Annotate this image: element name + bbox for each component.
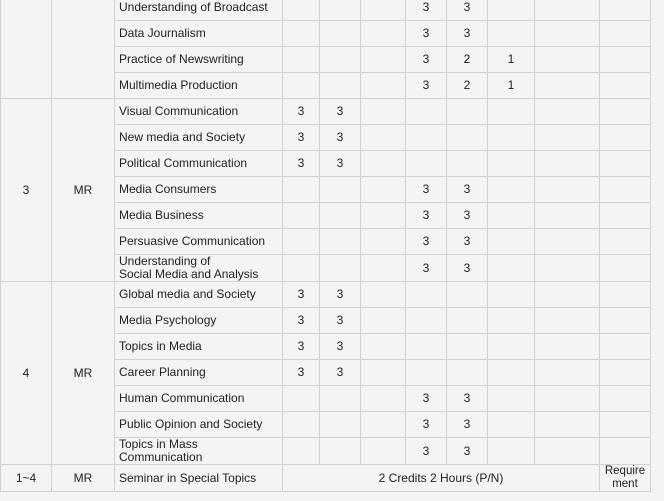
track-cell [52,0,115,99]
credit-cell-c4: 3 [406,255,447,282]
credit-cell-c2: 3 [320,125,361,151]
credit-cell-c8 [600,21,651,47]
course-name-cell: Global media and Society [115,282,283,308]
credit-cell-c8 [600,282,651,308]
credit-cell-c5: 2 [447,47,488,73]
credit-cell-c7 [535,73,600,99]
credit-cell-c4: 3 [406,73,447,99]
credit-cell-c1: 3 [283,282,320,308]
credit-cell-c8 [600,73,651,99]
credit-cell-c6 [488,386,535,412]
credit-cell-c8 [600,203,651,229]
course-name-cell: New media and Society [115,125,283,151]
credit-cell-c4: 3 [406,47,447,73]
credit-cell-c1: 3 [283,125,320,151]
credit-cell-c2: 3 [320,360,361,386]
credit-cell-c1 [283,386,320,412]
credit-cell-c4: 3 [406,177,447,203]
credit-cell-c7 [535,177,600,203]
credit-cell-c5 [447,282,488,308]
credit-cell-c5 [447,308,488,334]
credit-cell-c6 [488,229,535,255]
credit-cell-c1 [283,255,320,282]
credit-cell-c2 [320,438,361,465]
credit-cell-c6 [488,308,535,334]
credit-cell-c8 [600,151,651,177]
course-name-cell: Political Communication [115,151,283,177]
credit-cell-c3 [361,177,406,203]
course-name-cell: Data Journalism [115,21,283,47]
credit-cell-c3 [361,255,406,282]
year-cell: 1~4 [1,465,52,492]
credit-cell-c4 [406,360,447,386]
year-cell: 3 [1,99,52,282]
year-cell: 4 [1,282,52,465]
credit-cell-c6: 1 [488,47,535,73]
credit-cell-c6 [488,99,535,125]
credit-cell-c6 [488,0,535,21]
credit-cell-c1 [283,21,320,47]
credit-cell-c4 [406,99,447,125]
credit-cell-c1 [283,412,320,438]
credit-cell-c8 [600,177,651,203]
credit-cell-c5 [447,334,488,360]
credit-cell-c8 [600,412,651,438]
credit-cell-c7 [535,255,600,282]
course-name-cell: Media Consumers [115,177,283,203]
credit-cell-c8 [600,0,651,21]
credit-cell-c1 [283,47,320,73]
track-cell: MR [52,465,115,492]
credit-cell-c8 [600,47,651,73]
table-row [1,0,651,21]
credit-cell-c3 [361,47,406,73]
credit-cell-c7 [535,308,600,334]
credit-cell-c8 [600,334,651,360]
seminar-row [1,465,651,492]
credit-cell-c5: 2 [447,73,488,99]
credit-cell-c3 [361,21,406,47]
credit-cell-c2 [320,386,361,412]
credit-cell-c6 [488,334,535,360]
credit-cell-c2 [320,177,361,203]
credit-cell-c7 [535,438,600,465]
credit-cell-c8 [600,255,651,282]
credit-cell-c1: 3 [283,151,320,177]
course-name-cell: Media Psychology [115,308,283,334]
credit-cell-c3 [361,386,406,412]
credit-cell-c7 [535,229,600,255]
requirement-note-cell: Require ment [600,465,651,492]
credit-cell-c7 [535,412,600,438]
credit-cell-c3 [361,438,406,465]
credit-cell-c4 [406,282,447,308]
credit-cell-c3 [361,99,406,125]
credit-cell-c7 [535,282,600,308]
course-name-cell: Visual Communication [115,99,283,125]
credit-cell-c3 [361,334,406,360]
course-name-cell: Topics in Media [115,334,283,360]
credit-cell-c7 [535,203,600,229]
credit-cell-c6 [488,438,535,465]
table-row [1,99,651,125]
course-name-cell: Understanding of Broadcast [115,0,283,21]
credit-cell-c3 [361,203,406,229]
credit-cell-c4: 3 [406,412,447,438]
credit-cell-c6 [488,360,535,386]
credit-cell-c7 [535,386,600,412]
credit-cell-c4: 3 [406,386,447,412]
credit-cell-c5: 3 [447,255,488,282]
credit-cell-c2: 3 [320,308,361,334]
credit-cell-c7 [535,21,600,47]
credit-cell-c5: 3 [447,386,488,412]
credit-cell-c6 [488,21,535,47]
course-name-cell: Topics in Mass Communication [115,438,283,465]
credit-cell-c5: 3 [447,177,488,203]
credit-cell-c7 [535,47,600,73]
credit-cell-c7 [535,334,600,360]
credit-cell-c1 [283,177,320,203]
track-cell: MR [52,282,115,465]
credit-cell-c8 [600,99,651,125]
credit-cell-c6 [488,412,535,438]
credit-cell-c5: 3 [447,21,488,47]
course-name-cell: Public Opinion and Society [115,412,283,438]
credit-cell-c6 [488,255,535,282]
credit-cell-c8 [600,229,651,255]
credit-cell-c2 [320,203,361,229]
credit-cell-c2 [320,229,361,255]
credit-cell-c1 [283,203,320,229]
credit-cell-c6 [488,203,535,229]
credit-cell-c8 [600,360,651,386]
course-name-cell: Persuasive Communication [115,229,283,255]
credit-cell-c4: 3 [406,21,447,47]
credit-cell-c6 [488,125,535,151]
course-name-cell: Career Planning [115,360,283,386]
credit-cell-c2 [320,21,361,47]
credit-cell-c4: 3 [406,203,447,229]
credit-cell-c2 [320,412,361,438]
credit-cell-c8 [600,125,651,151]
credit-cell-c6 [488,151,535,177]
credit-cell-c6: 1 [488,73,535,99]
track-cell: MR [52,99,115,282]
credit-cell-c1: 3 [283,360,320,386]
credit-cell-c5: 3 [447,0,488,21]
credit-cell-c3 [361,0,406,21]
credit-cell-c3 [361,308,406,334]
credit-cell-c1 [283,0,320,21]
credit-cell-c1: 3 [283,308,320,334]
credit-cell-c7 [535,151,600,177]
credit-cell-c5 [447,125,488,151]
credit-cell-c1: 3 [283,99,320,125]
credits-summary-cell: 2 Credits 2 Hours (P/N) [283,465,600,492]
course-name-cell: Human Communication [115,386,283,412]
credit-cell-c1 [283,438,320,465]
course-name-cell: Seminar in Special Topics [115,465,283,492]
credit-cell-c8 [600,308,651,334]
credit-cell-c8 [600,386,651,412]
credit-cell-c8 [600,438,651,465]
credit-cell-c4: 3 [406,0,447,21]
course-name-cell: Media Business [115,203,283,229]
year-cell [1,0,52,99]
credit-cell-c2: 3 [320,282,361,308]
credit-cell-c1 [283,229,320,255]
credit-cell-c4: 3 [406,229,447,255]
credit-cell-c5 [447,151,488,177]
credit-cell-c4 [406,151,447,177]
credit-cell-c3 [361,73,406,99]
credit-cell-c2: 3 [320,151,361,177]
credit-cell-c7 [535,125,600,151]
credit-cell-c6 [488,282,535,308]
credit-cell-c5: 3 [447,412,488,438]
credit-cell-c5 [447,99,488,125]
credit-cell-c3 [361,412,406,438]
course-name-cell: Understanding of Social Media and Analysis [115,255,283,282]
credit-cell-c3 [361,125,406,151]
credit-cell-c3 [361,151,406,177]
credit-cell-c4 [406,125,447,151]
credit-cell-c2 [320,73,361,99]
credit-cell-c2: 3 [320,99,361,125]
course-name-cell: Multimedia Production [115,73,283,99]
table-body [1,0,651,492]
credit-cell-c3 [361,282,406,308]
credit-cell-c5: 3 [447,438,488,465]
credit-cell-c2 [320,47,361,73]
credit-cell-c3 [361,360,406,386]
credit-cell-c7 [535,360,600,386]
credit-cell-c7 [535,0,600,21]
credit-cell-c1: 3 [283,334,320,360]
credit-cell-c2 [320,0,361,21]
credit-cell-c4 [406,334,447,360]
credit-cell-c4 [406,308,447,334]
credit-cell-c4: 3 [406,438,447,465]
course-name-cell: Practice of Newswriting [115,47,283,73]
credit-cell-c1 [283,73,320,99]
credit-cell-c2: 3 [320,334,361,360]
credit-cell-c6 [488,177,535,203]
credit-cell-c5 [447,360,488,386]
credit-cell-c2 [320,255,361,282]
credit-cell-c5: 3 [447,229,488,255]
credit-cell-c7 [535,99,600,125]
credit-cell-c5: 3 [447,203,488,229]
table-row [1,282,651,308]
credit-cell-c3 [361,229,406,255]
